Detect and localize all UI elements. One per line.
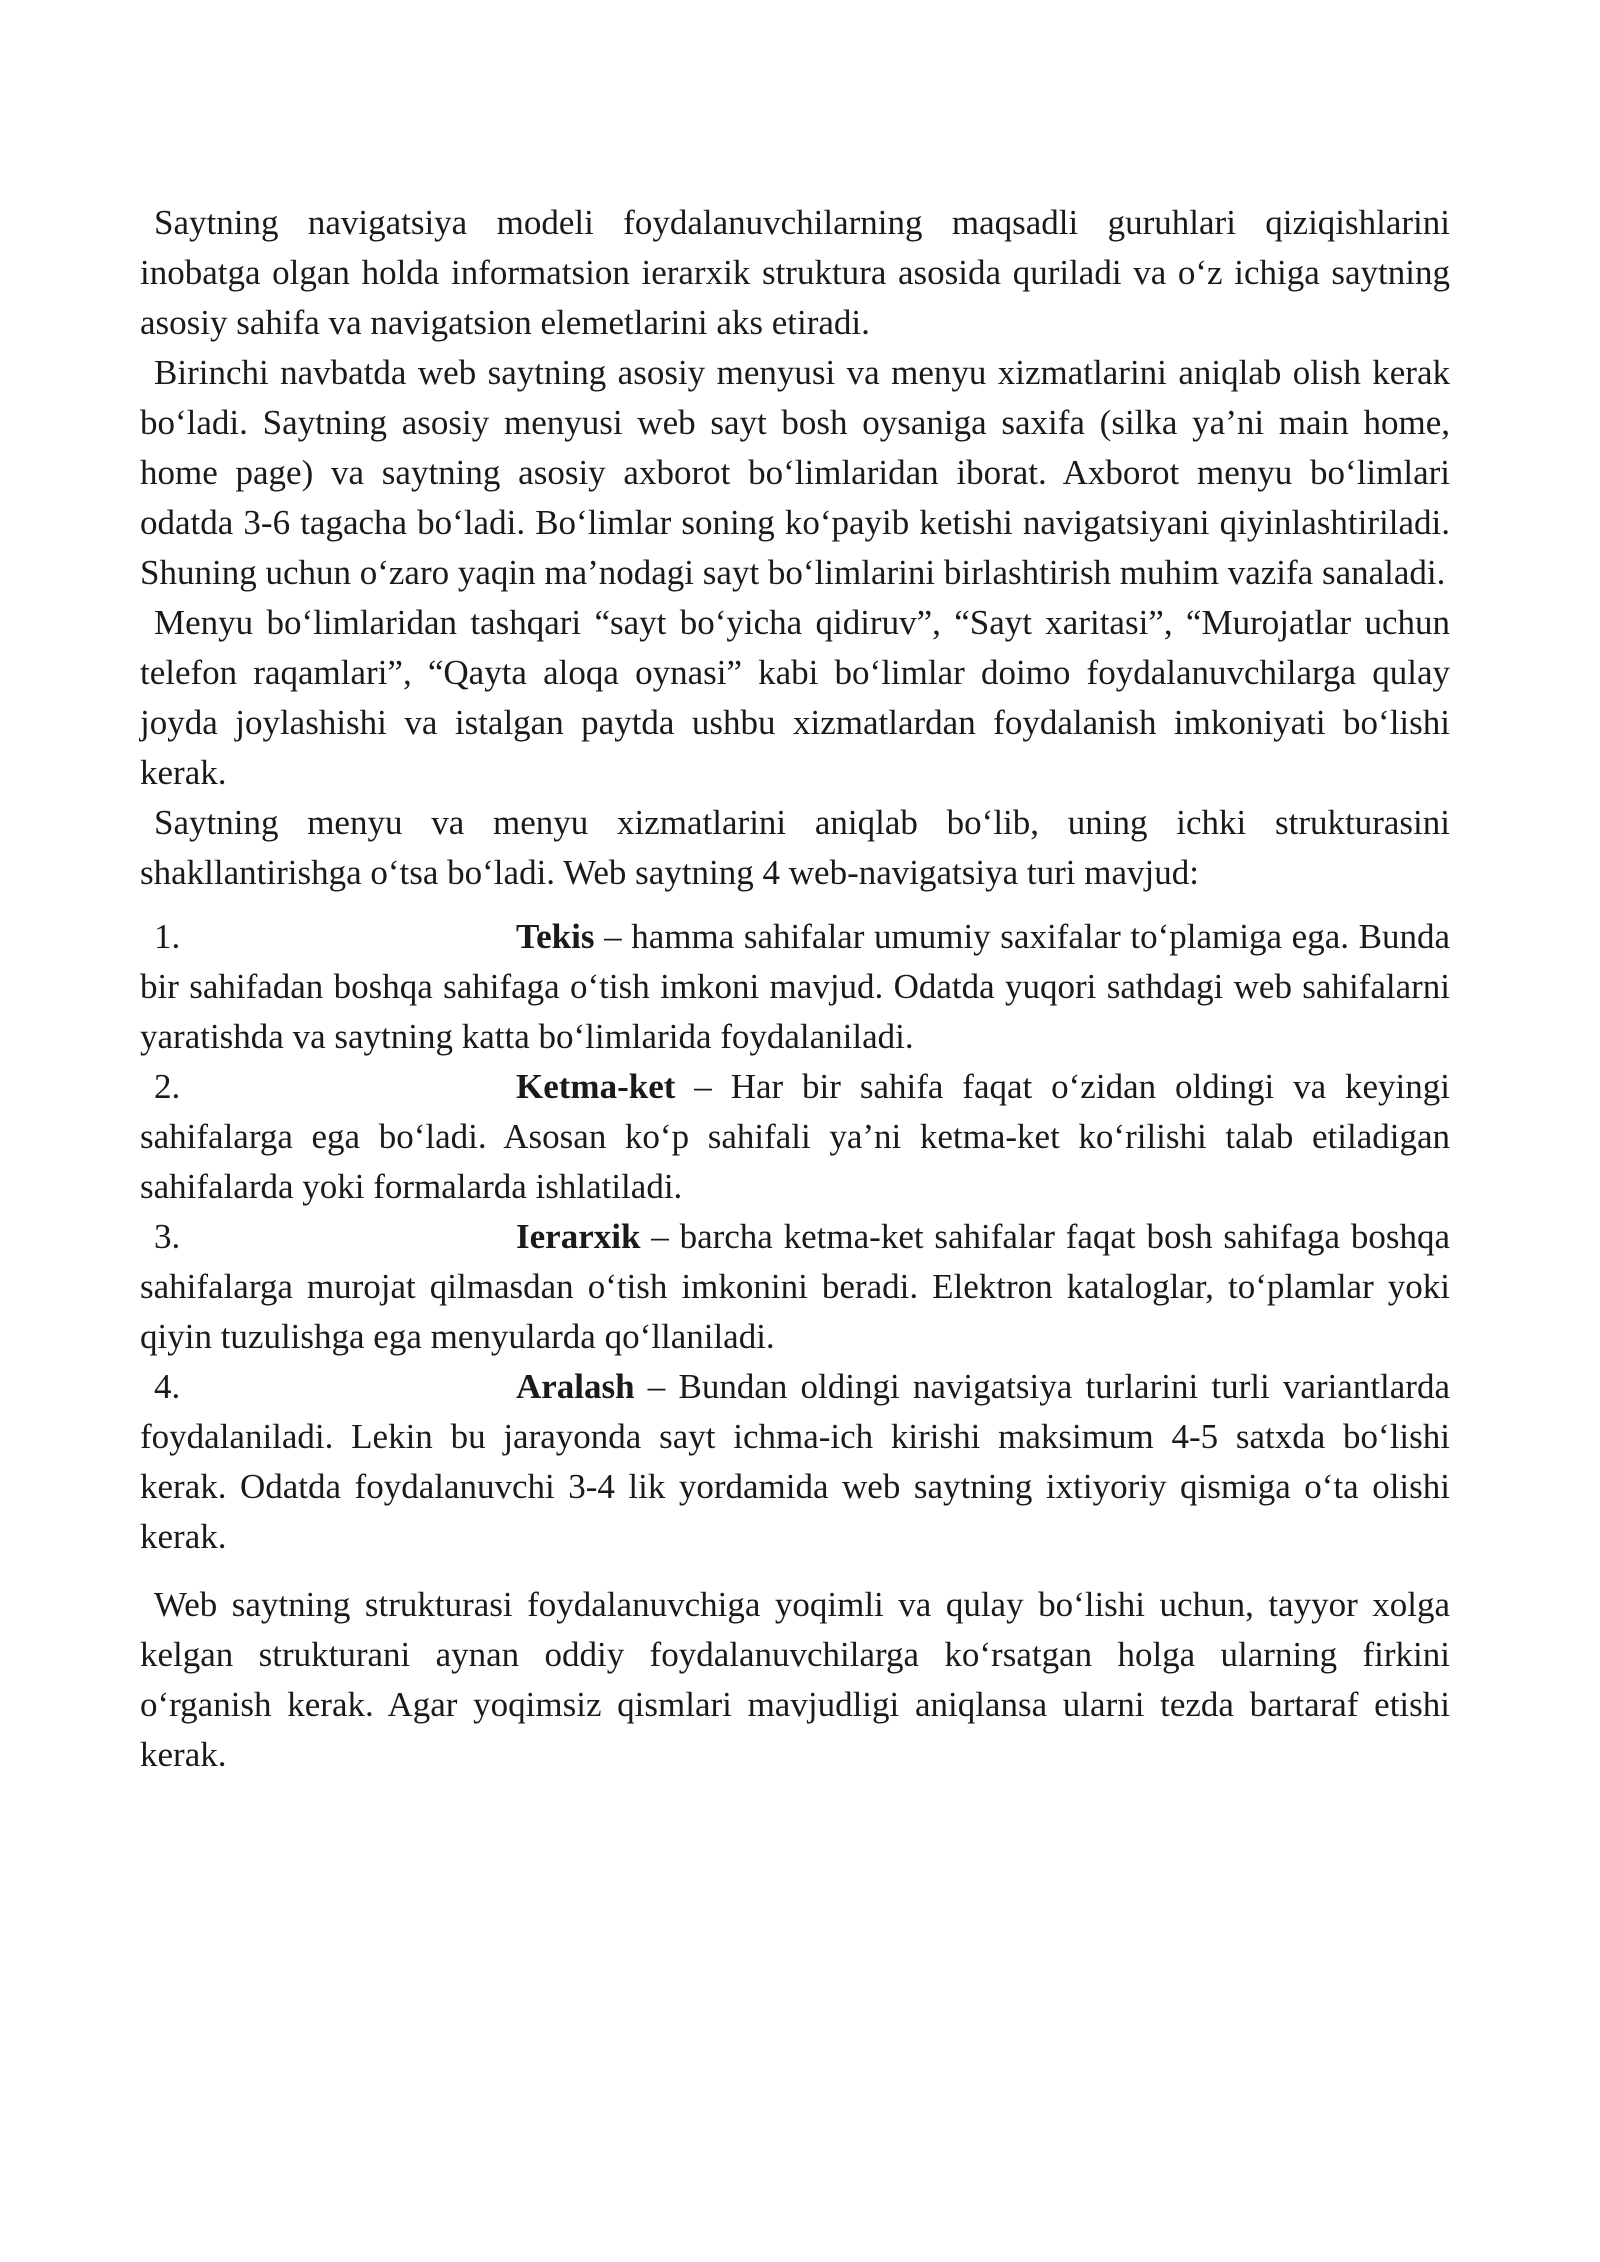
list-item: [140, 1212, 1450, 1362]
paragraph-extra-sections: Menyu bo‘limlaridan tashqari “sayt bo‘yicha qidiruv”, “Sayt xaritasi”, “Murojatlar uchun telefon raqamlari”, “Qayta aloqa oynasi” kabi bo‘limlar doimo foydalanuvchilarga qulay joyda joylashishi va istalgan paytda ushbu xizmatlardan foydalanish imkoniyati bo‘lishi kerak.: [140, 603, 1450, 792]
list-item: [140, 912, 1450, 1062]
document-body: [140, 198, 1450, 1780]
intro-section: [140, 198, 1450, 898]
navigation-types-list: [140, 912, 1450, 1562]
list-item-number: 2.: [154, 1067, 181, 1106]
paragraph-main-menu: Birinchi navbatda web saytning asosiy menyusi va menyu xizmatlarini aniqlab olish kerak bo‘ladi. Saytning asosiy menyusi web sayt bosh oysaniga saxifa (silka ya’ni main home, home page) va saytning asosiy axborot bo‘limlaridan iborat. Axborot menyu bo‘limlari odatda 3-6 tagacha bo‘ladi. Bo‘limlar soning ko‘payib ketishi navigatsiyani qiyinlashtiriladi. Shuning uchun o‘zaro yaqin ma’nodagi sayt bo‘limlarini birlashtirish muhim vazifa sanaladi.: [140, 353, 1450, 592]
list-item-term: Ierarxik: [516, 1217, 641, 1256]
list-item-term: Ketma-ket: [516, 1067, 676, 1106]
list-item-text: – Har bir sahifa faqat o‘zidan oldingi va keyingi sahifalarga ega bo‘ladi. Asosan ko‘p sahifali ya’ni ketma-ket ko‘rilishi talab etiladigan sahifalarda yoki formalarda ishlatiladi.: [140, 1067, 1450, 1206]
paragraph-navigation-model: Saytning navigatsiya modeli foydalanuvchilarning maqsadli guruhlari qiziqishlarini inobatga olgan holda informatsion ierarxik struktura asosida quriladi va o‘z ichiga saytning asosiy sahifa va navigatsion elemetlarini aks etiradi.: [140, 203, 1450, 342]
list-item-number: 1.: [154, 917, 181, 956]
list-item-term: Tekis: [516, 917, 595, 956]
list-item-term: Aralash: [516, 1367, 635, 1406]
list-item: [140, 1362, 1450, 1562]
list-item-text: – barcha ketma-ket sahifalar faqat bosh sahifaga boshqa sahifalarga murojat qilmasdan o‘tish imkonini beradi. Elektron kataloglar, to‘plamlar yoki qiyin tuzulishga ega menyularda qo‘llaniladi.: [140, 1217, 1450, 1356]
list-item-number: 4.: [154, 1367, 181, 1406]
paragraph-navigation-types-intro: Saytning menyu va menyu xizmatlarini aniqlab bo‘lib, uning ichki strukturasini shakllantirishga o‘tsa bo‘ladi. Web saytning 4 web-navigatsiya turi mavjud:: [140, 803, 1450, 892]
paragraph-conclusion: Web saytning strukturasi foydalanuvchiga yoqimli va qulay bo‘lishi uchun, tayyor xolga kelgan strukturani aynan oddiy foydalanuvchilarga ko‘rsatgan holga ularning firkini o‘rganish kerak. Agar yoqimsiz qismlari mavjudligi aniqlansa ularni tezda bartaraf etishi kerak.: [140, 1585, 1450, 1774]
list-item: [140, 1062, 1450, 1212]
list-item-number: 3.: [154, 1217, 181, 1256]
list-item-text: – hamma sahifalar umumiy saxifalar to‘plamiga ega. Bunda bir sahifadan boshqa sahifaga o‘tish imkoni mavjud. Odatda yuqori sathdagi web sahifalarni yaratishda va saytning katta bo‘limlarida foydalaniladi.: [140, 917, 1450, 1056]
list-item-text: – Bundan oldingi navigatsiya turlarini turli variantlarda foydalaniladi. Lekin bu jarayonda sayt ichma-ich kirishi maksimum 4-5 satxda bo‘lishi kerak. Odatda foydalanuvchi 3-4 lik yordamida web saytning ixtiyoriy qismiga o‘ta olishi kerak.: [140, 1367, 1450, 1556]
